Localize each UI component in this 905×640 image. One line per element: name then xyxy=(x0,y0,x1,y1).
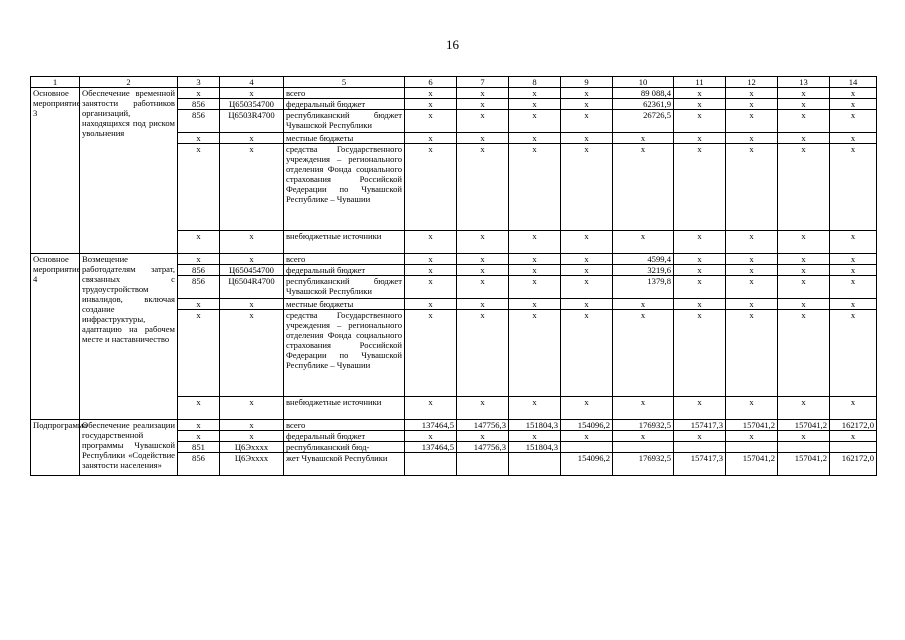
budget-code: x xyxy=(220,144,284,231)
year-value: x xyxy=(726,276,778,299)
header-cell: 6 xyxy=(405,77,457,88)
year-value: x xyxy=(830,144,877,231)
year-value: x xyxy=(778,265,830,276)
year-value: x xyxy=(561,133,613,144)
ministry-code: 851 xyxy=(178,442,220,453)
year-value: x xyxy=(405,133,457,144)
year-value: x xyxy=(457,231,509,254)
ministry-code: x xyxy=(178,133,220,144)
year-value: x xyxy=(778,310,830,397)
budget-code: Ц6Эxxxx xyxy=(220,442,284,453)
year-value: x xyxy=(405,310,457,397)
year-value: x xyxy=(674,231,726,254)
year-value: 157041,2 xyxy=(778,420,830,431)
year-value: 137464,5 xyxy=(405,420,457,431)
year-value: x xyxy=(561,110,613,133)
budget-code: x xyxy=(220,133,284,144)
year-value: x xyxy=(405,431,457,442)
year-value: x xyxy=(726,133,778,144)
year-value: x xyxy=(613,299,674,310)
year-value: 157417,3 xyxy=(674,453,726,476)
year-value: x xyxy=(457,265,509,276)
header-cell: 2 xyxy=(80,77,178,88)
year-value: x xyxy=(457,88,509,99)
year-value: x xyxy=(561,99,613,110)
year-value: x xyxy=(830,431,877,442)
funding-source: местные бюджеты xyxy=(284,133,405,144)
year-value xyxy=(457,453,509,476)
budget-table xyxy=(30,76,877,476)
budget-code: x xyxy=(220,231,284,254)
budget-code: x xyxy=(220,397,284,420)
year-value: x xyxy=(457,397,509,420)
year-value: 157041,2 xyxy=(726,420,778,431)
year-value: x xyxy=(561,276,613,299)
year-value: x xyxy=(830,133,877,144)
header-cell: 1 xyxy=(31,77,80,88)
budget-code: x xyxy=(220,310,284,397)
year-value: x xyxy=(726,231,778,254)
year-value: x xyxy=(509,99,561,110)
section-name: Основное мероприятие 4 xyxy=(31,254,80,420)
year-value: x xyxy=(778,133,830,144)
year-value: x xyxy=(509,231,561,254)
year-value: x xyxy=(613,397,674,420)
year-value: x xyxy=(778,88,830,99)
funding-source: всего xyxy=(284,88,405,99)
funding-source: средства Государственного учреждения – регионального отделения Фонда социального страхования Российской Федерации по Чувашской Республике – Чувашии xyxy=(284,310,405,397)
year-value: x xyxy=(561,88,613,99)
section-description: Обеспечение реализации государственной программы Чувашской Республики «Содействие занятости населения» xyxy=(80,420,178,476)
ministry-code: x xyxy=(178,420,220,431)
year-value: x xyxy=(405,110,457,133)
ministry-code: x xyxy=(178,254,220,265)
header-cell: 10 xyxy=(613,77,674,88)
funding-source: местные бюджеты xyxy=(284,299,405,310)
year-value: 89 088,4 xyxy=(613,88,674,99)
year-value: x xyxy=(830,110,877,133)
header-cell: 12 xyxy=(726,77,778,88)
year-value: 162172,0 xyxy=(830,453,877,476)
year-value xyxy=(726,442,778,453)
ministry-code: x xyxy=(178,231,220,254)
year-value: x xyxy=(561,231,613,254)
section-description: Возмещение работодателям затрат, связанных с трудоустройством инвалидов, включая создание инфраструктуры, адаптацию на рабочем месте и наставничество xyxy=(80,254,178,420)
year-value: x xyxy=(778,397,830,420)
header-cell: 8 xyxy=(509,77,561,88)
year-value: x xyxy=(613,431,674,442)
funding-source: республиканский бюджет Чувашской Республики xyxy=(284,110,405,133)
year-value: x xyxy=(778,276,830,299)
year-value: x xyxy=(726,431,778,442)
year-value: x xyxy=(509,254,561,265)
year-value: x xyxy=(561,299,613,310)
funding-source: республиканский бюджет Чувашской Республики xyxy=(284,276,405,299)
year-value: 62361,9 xyxy=(613,99,674,110)
year-value: x xyxy=(830,310,877,397)
year-value: x xyxy=(778,431,830,442)
year-value: x xyxy=(830,99,877,110)
ministry-code: x xyxy=(178,397,220,420)
year-value: x xyxy=(830,231,877,254)
funding-source: жет Чувашской Республики xyxy=(284,453,405,476)
year-value: x xyxy=(457,144,509,231)
year-value: 157417,3 xyxy=(674,420,726,431)
year-value: x xyxy=(830,276,877,299)
year-value: x xyxy=(726,110,778,133)
year-value: x xyxy=(509,144,561,231)
year-value: 154096,2 xyxy=(561,453,613,476)
year-value: x xyxy=(509,265,561,276)
year-value: x xyxy=(613,144,674,231)
year-value: x xyxy=(726,310,778,397)
year-value: x xyxy=(778,299,830,310)
section-description: Обеспечение временной занятости работников организаций, находящихся под риском увольнения xyxy=(80,88,178,254)
year-value: 1379,8 xyxy=(613,276,674,299)
table-row xyxy=(31,88,877,99)
year-value: 147756,3 xyxy=(457,420,509,431)
ministry-code: x xyxy=(178,88,220,99)
year-value: x xyxy=(778,231,830,254)
year-value: x xyxy=(726,144,778,231)
header-cell: 11 xyxy=(674,77,726,88)
year-value: x xyxy=(561,144,613,231)
ministry-code: x xyxy=(178,310,220,397)
year-value: x xyxy=(405,276,457,299)
year-value xyxy=(405,453,457,476)
header-cell: 9 xyxy=(561,77,613,88)
header-cell: 4 xyxy=(220,77,284,88)
year-value: x xyxy=(674,276,726,299)
year-value: x xyxy=(674,88,726,99)
budget-code: Ц6Эxxxx xyxy=(220,453,284,476)
year-value: x xyxy=(778,99,830,110)
year-value: x xyxy=(726,99,778,110)
section-name: Подпрограмма xyxy=(31,420,80,476)
funding-source: внебюджетные источники xyxy=(284,397,405,420)
year-value: x xyxy=(561,431,613,442)
year-value: x xyxy=(674,310,726,397)
year-value: x xyxy=(405,299,457,310)
funding-source: средства Государственного учреждения – регионального отделения Фонда социального страхования Российской Федерации по Чувашской Республике – Чувашии xyxy=(284,144,405,231)
year-value: x xyxy=(674,110,726,133)
year-value: x xyxy=(457,310,509,397)
funding-source: всего xyxy=(284,254,405,265)
year-value: x xyxy=(561,397,613,420)
year-value: x xyxy=(726,88,778,99)
year-value: x xyxy=(674,299,726,310)
year-value: x xyxy=(674,254,726,265)
table-header-row xyxy=(31,77,877,88)
ministry-code: 856 xyxy=(178,265,220,276)
ministry-code: 856 xyxy=(178,99,220,110)
year-value: 162172,0 xyxy=(830,420,877,431)
year-value xyxy=(830,442,877,453)
year-value: x xyxy=(613,231,674,254)
year-value: x xyxy=(405,99,457,110)
year-value: x xyxy=(830,299,877,310)
ministry-code: x xyxy=(178,144,220,231)
year-value: x xyxy=(726,397,778,420)
year-value: 4599,4 xyxy=(613,254,674,265)
funding-source: федеральный бюджет xyxy=(284,265,405,276)
year-value: x xyxy=(674,133,726,144)
year-value: 151804,3 xyxy=(509,442,561,453)
year-value: x xyxy=(726,299,778,310)
budget-code: Ц6504R4700 xyxy=(220,276,284,299)
year-value: x xyxy=(561,310,613,397)
budget-code: x xyxy=(220,254,284,265)
budget-code: x xyxy=(220,420,284,431)
year-value: x xyxy=(405,231,457,254)
budget-code: x xyxy=(220,431,284,442)
ministry-code: x xyxy=(178,431,220,442)
year-value: x xyxy=(561,265,613,276)
year-value: x xyxy=(457,299,509,310)
header-cell: 5 xyxy=(284,77,405,88)
year-value: x xyxy=(457,254,509,265)
header-cell: 7 xyxy=(457,77,509,88)
year-value: x xyxy=(457,431,509,442)
year-value: 176932,5 xyxy=(613,453,674,476)
funding-source: всего xyxy=(284,420,405,431)
year-value: x xyxy=(613,133,674,144)
year-value: 137464,5 xyxy=(405,442,457,453)
ministry-code: 856 xyxy=(178,110,220,133)
year-value: x xyxy=(405,397,457,420)
year-value: x xyxy=(674,144,726,231)
year-value xyxy=(561,442,613,453)
year-value: x xyxy=(778,144,830,231)
year-value: x xyxy=(509,299,561,310)
year-value: x xyxy=(457,276,509,299)
year-value: x xyxy=(509,397,561,420)
year-value: 176932,5 xyxy=(613,420,674,431)
ministry-code: x xyxy=(178,299,220,310)
year-value: 3219,6 xyxy=(613,265,674,276)
table-row xyxy=(31,254,877,265)
year-value xyxy=(778,442,830,453)
ministry-code: 856 xyxy=(178,276,220,299)
year-value: x xyxy=(457,99,509,110)
header-cell: 14 xyxy=(830,77,877,88)
budget-code: Ц650454700 xyxy=(220,265,284,276)
year-value: x xyxy=(830,265,877,276)
year-value: 157041,2 xyxy=(726,453,778,476)
funding-source: внебюджетные источники xyxy=(284,231,405,254)
year-value: x xyxy=(405,254,457,265)
budget-code: Ц6503R4700 xyxy=(220,110,284,133)
year-value: x xyxy=(509,110,561,133)
year-value: x xyxy=(509,431,561,442)
header-cell: 13 xyxy=(778,77,830,88)
year-value: 151804,3 xyxy=(509,420,561,431)
year-value xyxy=(613,442,674,453)
budget-code: x xyxy=(220,299,284,310)
year-value: x xyxy=(561,254,613,265)
funding-source: федеральный бюджет xyxy=(284,99,405,110)
year-value: x xyxy=(509,133,561,144)
year-value: x xyxy=(457,133,509,144)
year-value: x xyxy=(726,265,778,276)
year-value xyxy=(674,442,726,453)
year-value: x xyxy=(405,144,457,231)
year-value: x xyxy=(509,88,561,99)
header-cell: 3 xyxy=(178,77,220,88)
year-value: x xyxy=(674,99,726,110)
budget-code: x xyxy=(220,88,284,99)
page-number: 16 xyxy=(446,37,459,52)
year-value: x xyxy=(778,254,830,265)
funding-source: федеральный бюджет xyxy=(284,431,405,442)
year-value: x xyxy=(509,310,561,397)
year-value: 147756,3 xyxy=(457,442,509,453)
year-value: x xyxy=(613,310,674,397)
year-value: 157041,2 xyxy=(778,453,830,476)
year-value: x xyxy=(674,397,726,420)
year-value: x xyxy=(457,110,509,133)
year-value: x xyxy=(405,88,457,99)
year-value: x xyxy=(405,265,457,276)
funding-source: республиканский бюд- xyxy=(284,442,405,453)
year-value: x xyxy=(778,110,830,133)
budget-code: Ц650354700 xyxy=(220,99,284,110)
year-value: x xyxy=(830,397,877,420)
year-value: x xyxy=(674,431,726,442)
year-value: 154096,2 xyxy=(561,420,613,431)
year-value: x xyxy=(726,254,778,265)
year-value xyxy=(509,453,561,476)
year-value: x xyxy=(830,254,877,265)
section-name: Основное мероприятие 3 xyxy=(31,88,80,254)
year-value: x xyxy=(674,265,726,276)
year-value: x xyxy=(509,276,561,299)
ministry-code: 856 xyxy=(178,453,220,476)
table-row xyxy=(31,420,877,431)
year-value: x xyxy=(830,88,877,99)
year-value: 26726,5 xyxy=(613,110,674,133)
